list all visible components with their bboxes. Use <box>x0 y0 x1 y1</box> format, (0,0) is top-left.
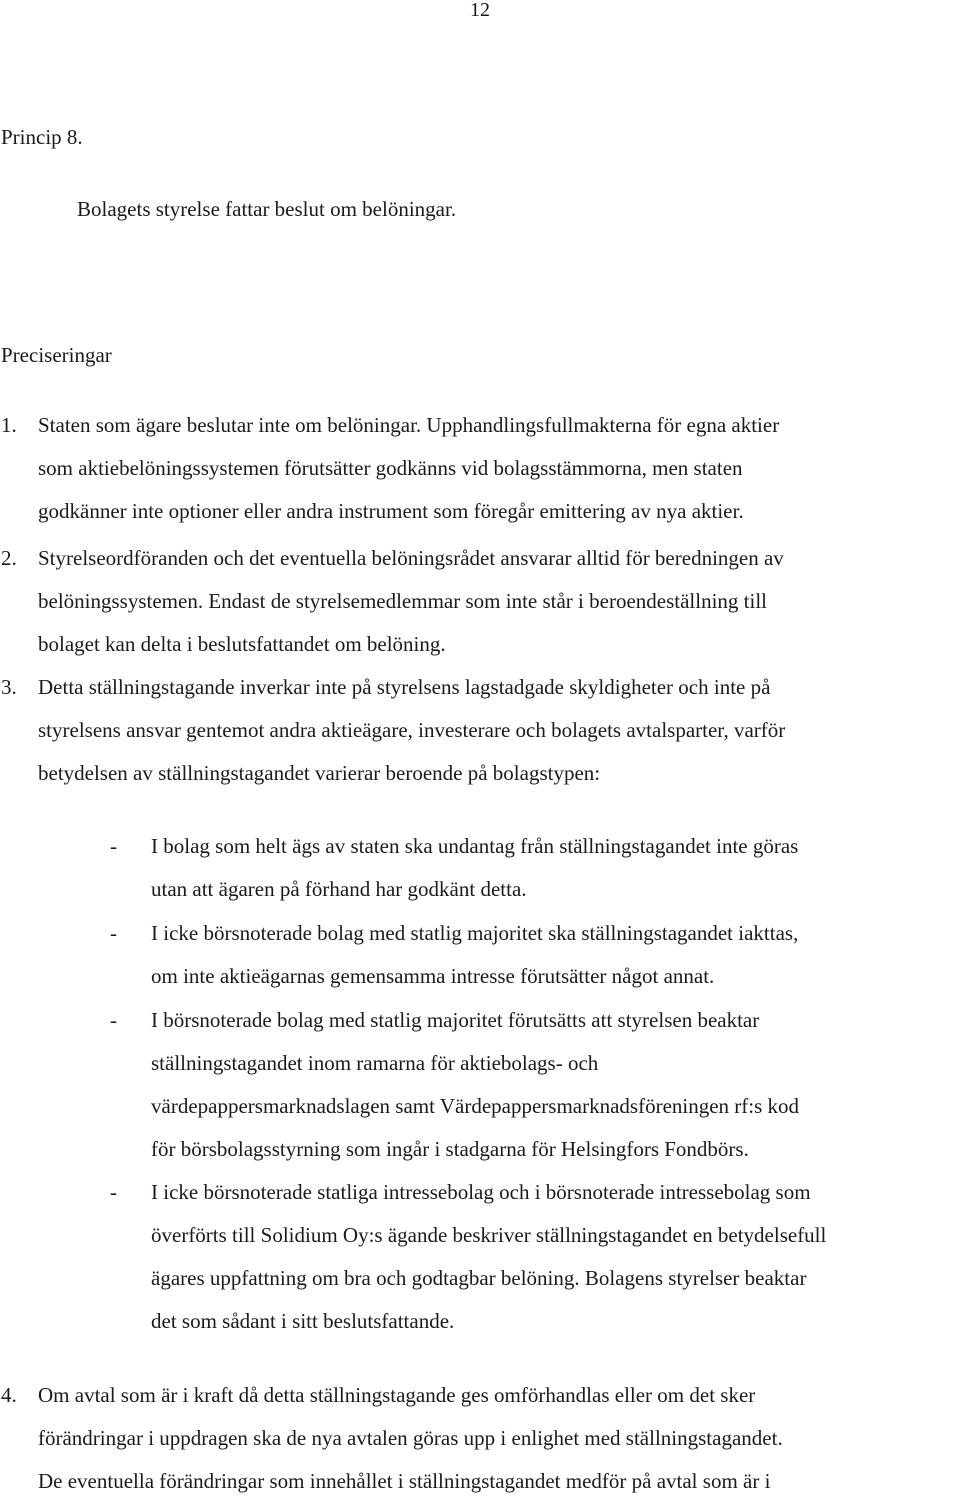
bullet-line: ägares uppfattning om bra och godtagbar belöning. Bolagens styrelser beaktar <box>151 1266 807 1290</box>
page-number: 12 <box>470 0 490 21</box>
specifications-heading: Preciseringar <box>1 343 112 367</box>
item-line: De eventuella förändringar som innehållet i ställningstagandet medför på avtal som är i <box>38 1469 771 1493</box>
item-number: 2. <box>1 546 17 570</box>
bullet-dash: - <box>110 834 117 858</box>
bullet-line: om inte aktieägarnas gemensamma intresse förutsätter något annat. <box>151 964 715 988</box>
principle-statement: Bolagets styrelse fattar beslut om belöningar. <box>77 197 457 221</box>
item-line: Detta ställningstagande inverkar inte på styrelsens lagstadgade skyldigheter och inte på <box>38 675 771 699</box>
item-line: bolaget kan delta i beslutsfattandet om belöning. <box>38 632 446 656</box>
bullet-line: I icke börsnoterade bolag med statlig majoritet ska ställningstagandet iakttas, <box>151 921 799 945</box>
item-line: Staten som ägare beslutar inte om belöningar. Upphandlingsfullmakterna för egna aktier <box>38 413 780 437</box>
item-number: 3. <box>1 675 17 699</box>
bullet-line: värdepappersmarknadslagen samt Värdepappersmarknadsföreningen rf:s kod <box>151 1094 800 1118</box>
bullet-line: I börsnoterade bolag med statlig majoritet förutsätts att styrelsen beaktar <box>151 1008 760 1032</box>
bullet-dash: - <box>110 1180 117 1204</box>
principle-heading: Princip 8. <box>1 125 83 149</box>
bullet-line: ställningstagandet inom ramarna för aktiebolags- och <box>151 1051 599 1075</box>
item-line: betydelsen av ställningstagandet varierar beroende på bolagstypen: <box>38 761 601 785</box>
bullet-line: I bolag som helt ägs av staten ska undantag från ställningstagandet inte göras <box>151 834 799 858</box>
bullet-dash: - <box>110 1008 117 1032</box>
item-line: Styrelseordföranden och det eventuella belöningsrådet ansvarar alltid för beredningen av <box>38 546 784 570</box>
bullet-line: det som sådant i sitt beslutsfattande. <box>151 1309 455 1333</box>
item-line: Om avtal som är i kraft då detta ställningstagande ges omförhandlas eller om det sker <box>38 1383 756 1407</box>
bullet-line: överförts till Solidium Oy:s ägande beskriver ställningstagandet en betydelsefull <box>151 1223 827 1247</box>
item-line: som aktiebelöningssystemen förutsätter godkänns vid bolagsstämmorna, men staten <box>38 456 743 480</box>
item-number: 1. <box>1 413 17 437</box>
item-line: styrelsens ansvar gentemot andra aktieägare, investerare och bolagets avtalsparter, varför <box>38 718 786 742</box>
item-line: godkänner inte optioner eller andra instrument som föregår emittering av nya aktier. <box>38 499 744 523</box>
bullet-line: utan att ägaren på förhand har godkänt detta. <box>151 877 527 901</box>
bullet-line: för börsbolagsstyrning som ingår i stadgarna för Helsingfors Fondbörs. <box>151 1137 749 1161</box>
item-line: belöningssystemen. Endast de styrelsemedlemmar som inte står i beroendeställning till <box>38 589 768 613</box>
bullet-dash: - <box>110 921 117 945</box>
bullet-line: I icke börsnoterade statliga intressebolag och i börsnoterade intressebolag som <box>151 1180 811 1204</box>
item-line: förändringar i uppdragen ska de nya avtalen göras upp i enlighet med ställningstagandet. <box>38 1426 783 1450</box>
item-number: 4. <box>1 1383 17 1407</box>
